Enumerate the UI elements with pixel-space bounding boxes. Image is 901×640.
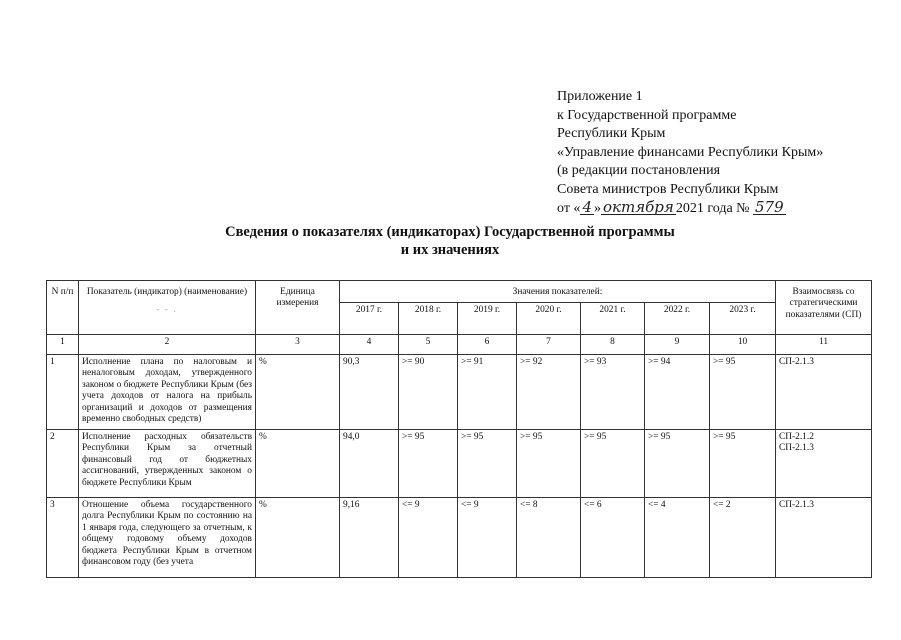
row-num: 3	[47, 498, 79, 578]
appendix-line: (в редакции постановления	[557, 163, 721, 179]
row-value: <= 4	[645, 498, 710, 578]
year-cell: 2023 г.	[710, 303, 776, 335]
row-value: <= 2	[710, 498, 776, 578]
row-value: >= 94	[645, 355, 710, 430]
column-number: 5	[399, 335, 458, 355]
header-values: Значения показателей:	[340, 281, 776, 303]
document-title	[150, 223, 750, 259]
indicators-table	[46, 280, 872, 578]
appendix-date-line	[557, 197, 823, 219]
row-value: >= 95	[581, 430, 645, 498]
column-number: 8	[581, 335, 645, 355]
column-number: 6	[458, 335, 517, 355]
column-number: 2	[79, 335, 256, 355]
date-month-handwritten: октября	[602, 197, 674, 216]
row-value: <= 9	[458, 498, 517, 578]
scan-mark: ‑ ‑ .	[156, 305, 178, 315]
column-number: 11	[776, 335, 872, 355]
row-link: СП-2.1.3	[776, 355, 872, 430]
row-value: 94,0	[340, 430, 399, 498]
date-day-handwritten: 4	[582, 197, 592, 216]
title-line-2: и их значениях	[400, 242, 500, 258]
table-row	[47, 430, 872, 498]
row-value: 90,3	[340, 355, 399, 430]
row-num: 2	[47, 430, 79, 498]
row-indicator: Исполнение расходных обязательств Республики Крым за отчетный финансовый год от бюджетных ассигнований, утвержденных законом о бюджете Республики Крым	[79, 430, 256, 498]
table-row	[47, 355, 872, 430]
year-cell: 2018 г.	[399, 303, 458, 335]
row-value: >= 95	[710, 430, 776, 498]
row-unit: %	[256, 355, 340, 430]
header-indicator	[79, 281, 256, 335]
appendix-line: Совета министров Республики Крым	[557, 181, 779, 197]
row-value: <= 8	[517, 498, 581, 578]
title-line-1: Сведения о показателях (индикаторах) Государственной программы	[225, 224, 675, 240]
row-num: 1	[47, 355, 79, 430]
row-value: >= 90	[399, 355, 458, 430]
year-cell: 2020 г.	[517, 303, 581, 335]
header-num: N п/п	[47, 281, 79, 335]
row-value: >= 95	[710, 355, 776, 430]
appendix-line: Приложение 1	[557, 89, 643, 104]
year-cell: 2019 г.	[458, 303, 517, 335]
column-number: 3	[256, 335, 340, 355]
row-link: СП-2.1.3	[776, 498, 872, 578]
row-value: 9,16	[340, 498, 399, 578]
row-value: >= 93	[581, 355, 645, 430]
date-year: 2021 года №	[675, 200, 750, 216]
header-indicator-label: Показатель (индикатор) (наименование)	[86, 287, 248, 297]
header-link: Взаимосвязь со стратегическими показателями (СП)	[776, 281, 872, 335]
header-unit: Единица измерения	[256, 281, 340, 335]
row-value: >= 95	[517, 430, 581, 498]
row-value: <= 6	[581, 498, 645, 578]
appendix-line: к Государственной программе	[557, 107, 737, 123]
column-number: 9	[645, 335, 710, 355]
doc-number-handwritten: 579	[755, 197, 784, 216]
row-indicator: Отношение объема государственного долга Республики Крым по состоянию на 1 января года, следующего за отчетным, к общему годовому объему доходов бюджета Республики Крым в отчетном финансовом году (без учета	[79, 498, 256, 578]
table-row	[47, 498, 872, 578]
row-value: >= 95	[645, 430, 710, 498]
row-link: СП-2.1.2 СП-2.1.3	[776, 430, 872, 498]
row-value: >= 95	[458, 430, 517, 498]
appendix-line: «Управление финансами Республики Крым»	[557, 144, 824, 160]
date-prefix: от «	[557, 200, 581, 216]
column-number: 7	[517, 335, 581, 355]
column-number: 10	[710, 335, 776, 355]
date-mid: »	[593, 200, 601, 216]
row-unit: %	[256, 498, 340, 578]
year-cell: 2017 г.	[340, 303, 399, 335]
row-value: >= 91	[458, 355, 517, 430]
row-value: <= 9	[399, 498, 458, 578]
row-value: >= 92	[517, 355, 581, 430]
row-unit: %	[256, 430, 340, 498]
column-number: 1	[47, 335, 79, 355]
appendix-block	[557, 88, 823, 218]
year-cell: 2021 г.	[581, 303, 645, 335]
row-indicator: Исполнение плана по налоговым и неналоговым доходам, утвержденного законом о бюджете Республики Крым (без учета доходов от налога на прибыль организаций и доходов от размещения временно свободных средств)	[79, 355, 256, 430]
row-value: >= 95	[399, 430, 458, 498]
appendix-line: Республики Крым	[557, 126, 666, 142]
column-number: 4	[340, 335, 399, 355]
year-cell: 2022 г.	[645, 303, 710, 335]
